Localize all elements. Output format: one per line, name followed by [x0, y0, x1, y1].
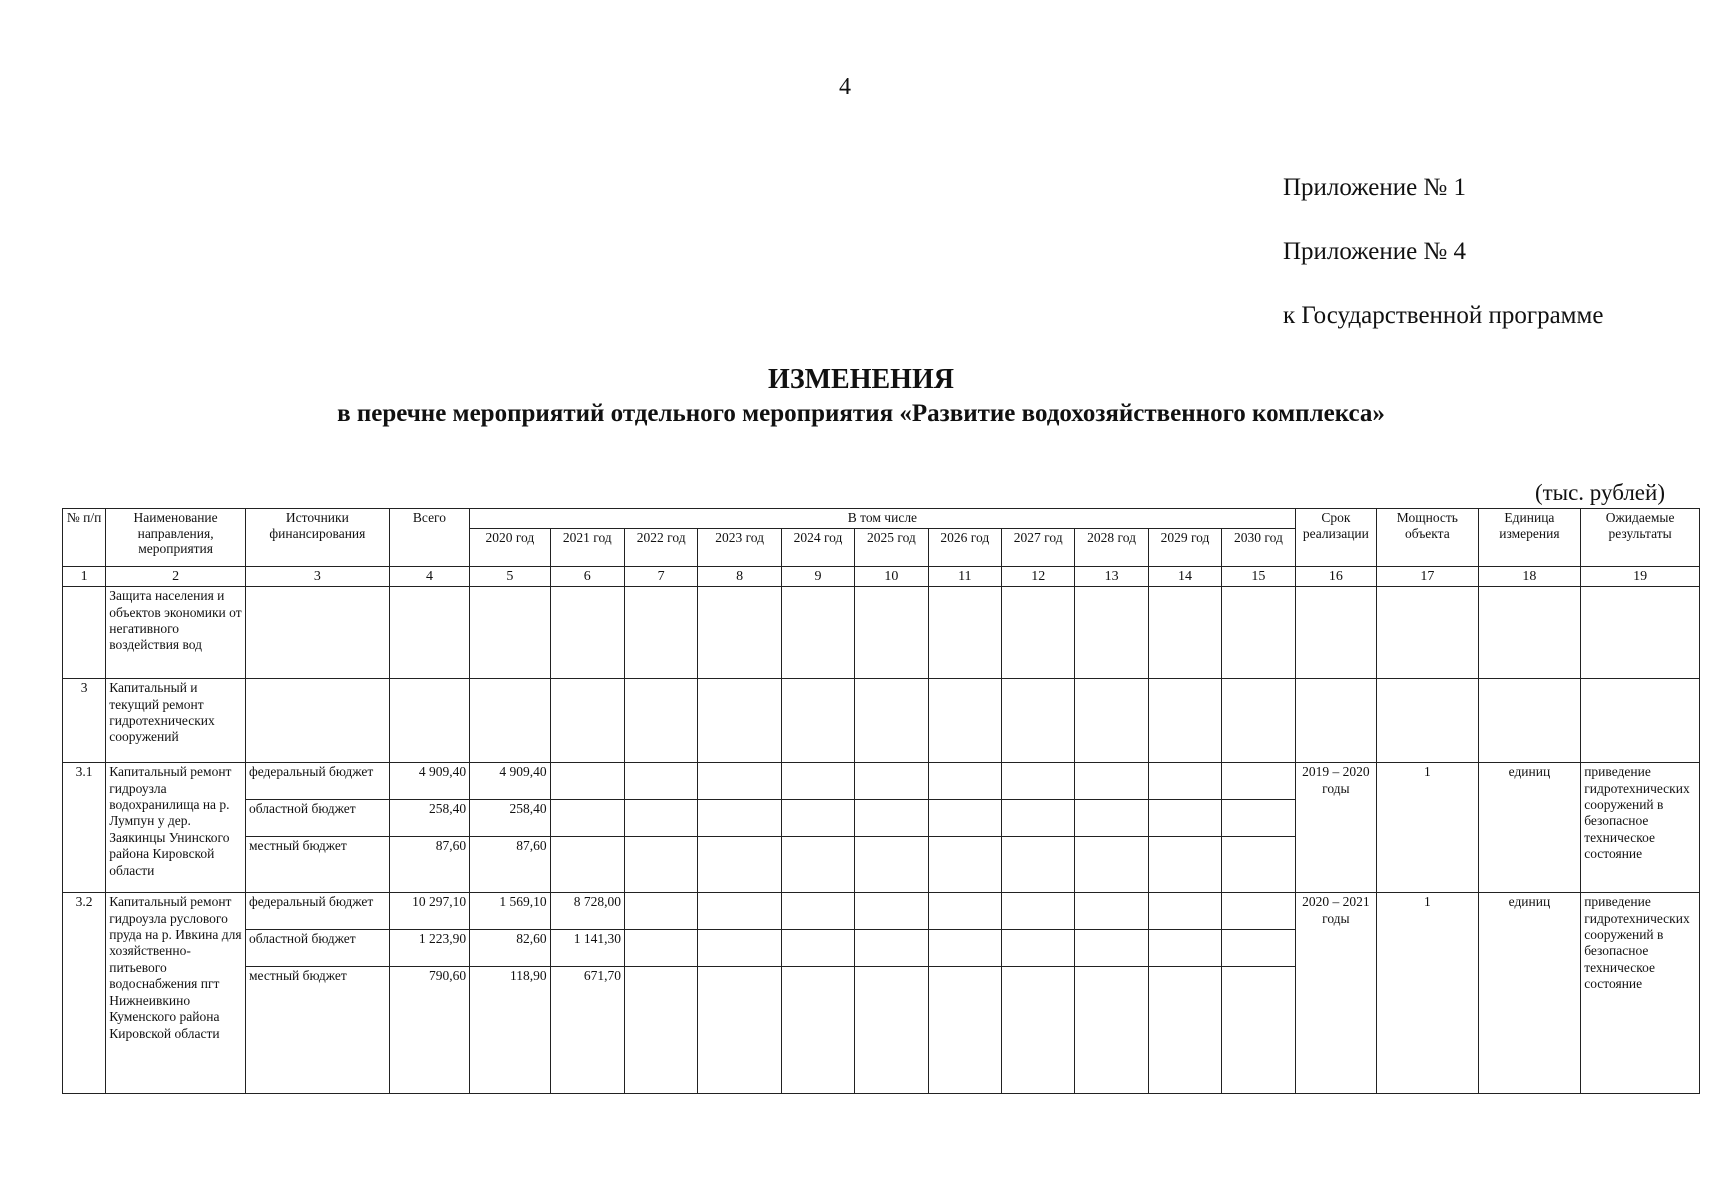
year-2020-value: 82,60: [470, 930, 550, 967]
funding-source: местный бюджет: [245, 967, 389, 1094]
section-row: [63, 587, 1700, 679]
year-2021-value: 1 141,30: [550, 930, 624, 967]
header-year: 2024 год: [781, 529, 854, 567]
empty-cell: [1222, 837, 1296, 893]
empty-cell: [1148, 967, 1221, 1094]
year-2020-value: 87,60: [470, 837, 550, 893]
empty-cell: [855, 837, 928, 893]
empty-cell: [1581, 679, 1700, 763]
column-number: 13: [1075, 567, 1148, 587]
empty-cell: [1295, 679, 1376, 763]
empty-cell: [1148, 893, 1221, 930]
appendix-line-3: к Государственной программе: [1283, 302, 1604, 329]
empty-cell: [1222, 893, 1296, 930]
header-year: 2025 год: [855, 529, 928, 567]
funding-source: областной бюджет: [245, 800, 389, 837]
column-number: 11: [928, 567, 1001, 587]
header-year: 2023 год: [698, 529, 781, 567]
header-source: Источники финансирования: [245, 509, 389, 567]
column-number: 4: [389, 567, 469, 587]
empty-cell: [1002, 679, 1075, 763]
empty-cell: [624, 967, 697, 1094]
empty-cell: [855, 763, 928, 800]
empty-cell: [1002, 930, 1075, 967]
empty-cell: [624, 763, 697, 800]
header-including: В том числе: [470, 509, 1296, 529]
empty-cell: [781, 800, 854, 837]
header-year: 2020 год: [470, 529, 550, 567]
funding-source: федеральный бюджет: [245, 763, 389, 800]
year-2020-value: 118,90: [470, 967, 550, 1094]
empty-cell: [855, 679, 928, 763]
empty-cell: [470, 587, 550, 679]
empty-cell: [1075, 679, 1148, 763]
section-name: Защита населения и объектов экономики от негативного воздействия вод: [106, 587, 246, 679]
expected-result: приведение гидротехнических сооружений в безопасное техническое состояние: [1581, 763, 1700, 893]
funding-source: федеральный бюджет: [245, 893, 389, 930]
empty-cell: [698, 587, 781, 679]
total-value: 4 909,40: [389, 763, 469, 800]
empty-cell: [781, 967, 854, 1094]
header-year: 2028 год: [1075, 529, 1148, 567]
header-year: 2027 год: [1002, 529, 1075, 567]
empty-cell: [1148, 930, 1221, 967]
implementation-period: 2019 – 2020 годы: [1295, 763, 1376, 893]
measure-name: Капитальный и текущий ремонт гидротехнических сооружений: [106, 679, 246, 763]
column-number: 16: [1295, 567, 1376, 587]
empty-cell: [1148, 763, 1221, 800]
column-number: 17: [1377, 567, 1479, 587]
column-number: 6: [550, 567, 624, 587]
empty-cell: [1581, 587, 1700, 679]
empty-cell: [855, 893, 928, 930]
header-name: Наименование направления, мероприятия: [106, 509, 246, 567]
measures-table: [62, 508, 1700, 1094]
empty-cell: [1075, 930, 1148, 967]
empty-cell: [1002, 837, 1075, 893]
column-number: 15: [1222, 567, 1296, 587]
empty-cell: [928, 893, 1001, 930]
year-2021-value: [550, 837, 624, 893]
empty-cell: [245, 587, 389, 679]
funding-source: областной бюджет: [245, 930, 389, 967]
header-period: Срок реализации: [1295, 509, 1376, 567]
total-value: 1 223,90: [389, 930, 469, 967]
header-year: 2022 год: [624, 529, 697, 567]
implementation-period: 2020 – 2021 годы: [1295, 893, 1376, 1094]
empty-cell: [63, 587, 106, 679]
empty-cell: [1075, 967, 1148, 1094]
empty-cell: [1222, 763, 1296, 800]
empty-cell: [624, 800, 697, 837]
expected-result: приведение гидротехнических сооружений в безопасное техническое состояние: [1581, 893, 1700, 1094]
page-number: 4: [839, 74, 851, 100]
column-number: 5: [470, 567, 550, 587]
empty-cell: [624, 679, 697, 763]
empty-cell: [550, 587, 624, 679]
empty-cell: [389, 679, 469, 763]
header-capacity: Мощность объекта: [1377, 509, 1479, 567]
column-number: 12: [1002, 567, 1075, 587]
empty-cell: [698, 763, 781, 800]
column-number: 18: [1478, 567, 1581, 587]
column-number: 8: [698, 567, 781, 587]
header-row-1: [63, 509, 1700, 529]
empty-cell: [624, 837, 697, 893]
empty-cell: [1222, 679, 1296, 763]
empty-cell: [781, 893, 854, 930]
empty-cell: [928, 930, 1001, 967]
empty-cell: [928, 763, 1001, 800]
table-row: [63, 679, 1700, 763]
column-number: 1: [63, 567, 106, 587]
empty-cell: [1222, 587, 1296, 679]
header-year: 2026 год: [928, 529, 1001, 567]
header-no: № п/п: [63, 509, 106, 567]
header-results: Ожидаемые результаты: [1581, 509, 1700, 567]
empty-cell: [1075, 800, 1148, 837]
empty-cell: [1478, 587, 1581, 679]
empty-cell: [1222, 930, 1296, 967]
empty-cell: [1148, 837, 1221, 893]
empty-cell: [781, 837, 854, 893]
empty-cell: [781, 930, 854, 967]
empty-cell: [550, 679, 624, 763]
document-title: ИЗМЕНЕНИЯ: [768, 364, 954, 395]
empty-cell: [1075, 893, 1148, 930]
empty-cell: [698, 679, 781, 763]
empty-cell: [1002, 800, 1075, 837]
empty-cell: [928, 587, 1001, 679]
appendix-line-2: Приложение № 4: [1283, 238, 1467, 265]
row-number: 3.2: [63, 893, 106, 1094]
column-number-row: [63, 567, 1700, 587]
year-2021-value: 8 728,00: [550, 893, 624, 930]
empty-cell: [928, 679, 1001, 763]
year-2021-value: [550, 763, 624, 800]
measurement-unit: единиц: [1478, 893, 1581, 1094]
row-number: 3: [63, 679, 106, 763]
measurement-unit: единиц: [1478, 763, 1581, 893]
row-number: 3.1: [63, 763, 106, 893]
empty-cell: [1002, 763, 1075, 800]
empty-cell: [1222, 967, 1296, 1094]
empty-cell: [245, 679, 389, 763]
empty-cell: [1148, 587, 1221, 679]
empty-cell: [781, 679, 854, 763]
empty-cell: [624, 930, 697, 967]
empty-cell: [1075, 837, 1148, 893]
empty-cell: [1002, 587, 1075, 679]
appendix-line-1: Приложение № 1: [1283, 174, 1467, 201]
table-row: [63, 763, 1700, 800]
column-number: 2: [106, 567, 246, 587]
empty-cell: [928, 837, 1001, 893]
total-value: 10 297,10: [389, 893, 469, 930]
empty-cell: [1377, 587, 1479, 679]
empty-cell: [928, 800, 1001, 837]
total-value: 87,60: [389, 837, 469, 893]
empty-cell: [389, 587, 469, 679]
year-2021-value: [550, 800, 624, 837]
empty-cell: [855, 967, 928, 1094]
empty-cell: [698, 800, 781, 837]
header-unit: Единица измерения: [1478, 509, 1581, 567]
empty-cell: [1002, 893, 1075, 930]
measure-name: Капитальный ремонт гидроузла водохранилища на р. Лумпун у дер. Заякинцы Унинского района Кировской области: [106, 763, 246, 893]
column-number: 10: [855, 567, 928, 587]
empty-cell: [698, 967, 781, 1094]
header-year: 2030 год: [1222, 529, 1296, 567]
empty-cell: [781, 587, 854, 679]
empty-cell: [1075, 587, 1148, 679]
column-number: 3: [245, 567, 389, 587]
empty-cell: [470, 679, 550, 763]
empty-cell: [1148, 800, 1221, 837]
measure-name: Капитальный ремонт гидроузла руслового пруда на р. Ивкина для хозяйственно-питьевого водоснабжения пгт Нижнеивкино Куменского района Кировской области: [106, 893, 246, 1094]
year-2020-value: 1 569,10: [470, 893, 550, 930]
column-number: 14: [1148, 567, 1221, 587]
document-subtitle: в перечне мероприятий отдельного мероприятия «Развитие водохозяйственного комплекса»: [337, 400, 1385, 427]
year-2020-value: 4 909,40: [470, 763, 550, 800]
column-number: 9: [781, 567, 854, 587]
header-year: 2029 год: [1148, 529, 1221, 567]
total-value: 790,60: [389, 967, 469, 1094]
empty-cell: [928, 967, 1001, 1094]
empty-cell: [1222, 800, 1296, 837]
empty-cell: [1478, 679, 1581, 763]
header-total: Всего: [389, 509, 469, 567]
column-number: 19: [1581, 567, 1700, 587]
object-capacity: 1: [1377, 893, 1479, 1094]
empty-cell: [698, 893, 781, 930]
empty-cell: [1377, 679, 1479, 763]
year-2021-value: 671,70: [550, 967, 624, 1094]
funding-source: местный бюджет: [245, 837, 389, 893]
header-year: 2021 год: [550, 529, 624, 567]
year-2020-value: 258,40: [470, 800, 550, 837]
empty-cell: [1295, 587, 1376, 679]
empty-cell: [624, 587, 697, 679]
empty-cell: [698, 837, 781, 893]
empty-cell: [1002, 967, 1075, 1094]
empty-cell: [855, 800, 928, 837]
empty-cell: [1075, 763, 1148, 800]
empty-cell: [855, 587, 928, 679]
table-row: [63, 893, 1700, 930]
empty-cell: [624, 893, 697, 930]
empty-cell: [1148, 679, 1221, 763]
units-label: (тыс. рублей): [1534, 480, 1665, 505]
empty-cell: [855, 930, 928, 967]
empty-cell: [781, 763, 854, 800]
empty-cell: [698, 930, 781, 967]
total-value: 258,40: [389, 800, 469, 837]
column-number: 7: [624, 567, 697, 587]
object-capacity: 1: [1377, 763, 1479, 893]
